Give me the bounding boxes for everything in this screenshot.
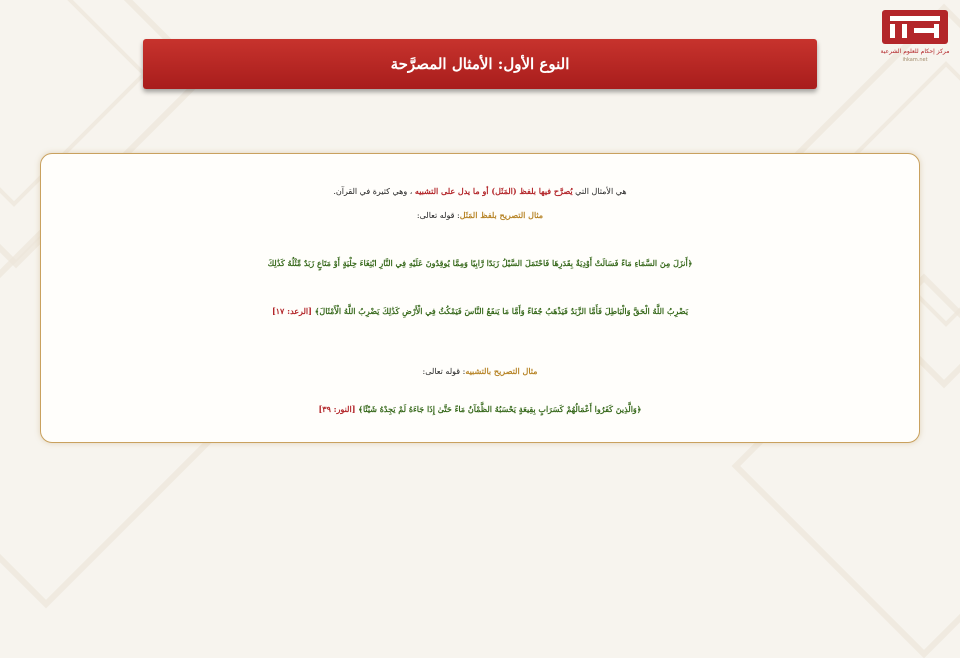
- intro-line: [41, 186, 919, 196]
- example2-verse-line: [41, 404, 919, 414]
- example1-verse-line1: ﴿أَنزَلَ مِنَ السَّمَاءِ مَاءً فَسَالَتْ أَوْدِيَةٌ بِقَدَرِهَا فَاحْتَمَلَ السَّيْلُ زَبَدًا رَّابِيًا وَمِمَّا يُوقِدُونَ عَلَيْهِ فِي النَّارِ ابْتِغَاءَ حِلْيَةٍ أَوْ مَتَاعٍ زَبَدٌ مِّثْلُهُ كَذَٰلِكَ: [267, 258, 693, 268]
- slide-title: النوع الأول: الأمثال المصرَّحة: [390, 55, 570, 73]
- intro-highlight: يُصرَّح فيها بلفظ (المَثَل) أو ما يدل على التشبيه: [414, 186, 573, 196]
- brand-logo: [876, 8, 954, 66]
- example1-verse-line2: [41, 306, 919, 316]
- intro-prefix: هي الأمثال التي: [575, 187, 627, 196]
- example1-label: مثال التصريح بلفظ المَثَل: [459, 210, 544, 220]
- example2-heading: [41, 366, 919, 376]
- logo-site: ihkam.net: [902, 57, 928, 63]
- logo-mark-icon: [882, 10, 948, 44]
- title-banner: [143, 39, 817, 89]
- example1-heading: [41, 210, 919, 220]
- content-box: [40, 153, 920, 443]
- logo-subtitle: مركز إحكام للعلوم الشرعية: [880, 48, 950, 55]
- example2-label: مثال التصريح بالتشبيه: [465, 366, 538, 376]
- example1-intro: : قوله تعالى:: [416, 211, 460, 220]
- intro-suffix: ، وهي كثيرة في القرآن.: [333, 187, 413, 196]
- example2-reference: [النور: ٣٩]: [318, 404, 356, 414]
- example2-intro: : قوله تعالى:: [422, 367, 466, 376]
- example1-verse-text: يَضْرِبُ اللَّهُ الْحَقَّ وَالْبَاطِلَ فَأَمَّا الزَّبَدُ فَيَذْهَبُ جُفَاءً وَأَمَّا مَا يَنفَعُ النَّاسَ فَيَمْكُثُ فِي الْأَرْضِ كَذَٰلِكَ يَضْرِبُ اللَّهُ الْأَمْثَالَ﴾: [314, 306, 689, 316]
- example2-verse-text: ﴿وَالَّذِينَ كَفَرُوا أَعْمَالُهُمْ كَسَرَابٍ بِقِيعَةٍ يَحْسَبُهُ الظَّمْآنُ مَاءً حَتَّىٰ إِذَا جَاءَهُ لَمْ يَجِدْهُ شَيْئًا﴾: [358, 404, 642, 414]
- example1-reference: [الرعد: ١٧]: [271, 306, 312, 316]
